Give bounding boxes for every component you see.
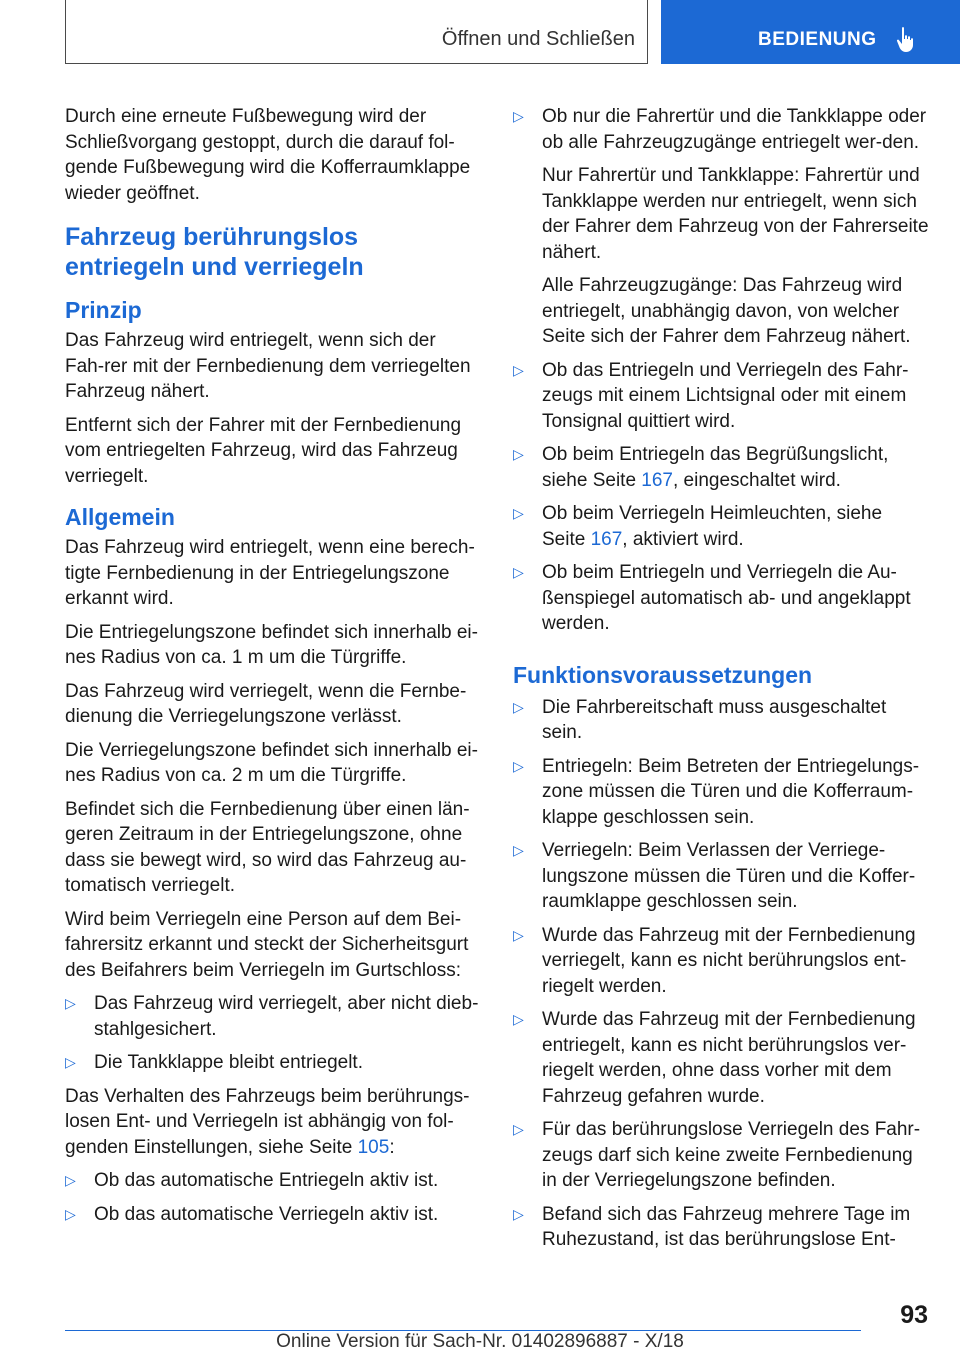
paragraph: Das Fahrzeug wird verriegelt, wenn die Fernbe-dienung die Verriegelungszone verlässt. [65, 680, 467, 727]
header-chapter-title: BEDIENUNG [758, 29, 877, 50]
paragraph: Die Verriegelungszone befindet sich innerhalb ei-nes Radius von ca. 2 m um die Türgriffe. [65, 739, 478, 786]
paragraph: Wird beim Verriegeln eine Person auf dem Bei-fahrersitz erkannt und steckt der Sicherheitsgurt des Beifahrers beim Verriegeln im Gurtschloss: [65, 908, 469, 981]
footer-text: Online Version für Sach-Nr. 01402896887 - X/18 [276, 1331, 684, 1352]
triangle-bullet-icon: ▷ [513, 1205, 524, 1222]
bullet-list [65, 1168, 479, 1227]
triangle-bullet-icon: ▷ [513, 926, 524, 943]
list-item: ▷ Befand sich das Fahrzeug mehrere Tage im Ruhezustand, ist das berührungslose Ent- [513, 1203, 911, 1250]
page-link[interactable]: 167 [590, 528, 623, 550]
list-item: ▷ Das Fahrzeug wird verriegelt, aber nicht dieb-stahlgesichert. [65, 993, 479, 1040]
triangle-bullet-icon: ▷ [65, 1054, 76, 1070]
page-number: 93 [900, 1301, 928, 1329]
triangle-bullet-icon: ▷ [513, 842, 524, 858]
list-item: ▷ Ob beim Entriegeln und Verriegeln die Au-ßenspiegel automatisch ab- und angeklappt werden. [513, 562, 911, 634]
list-item: ▷ Verriegeln: Beim Verlassen der Verriege-lungszone müssen die Türen und die Koffer-raumklappe geschlossen sein. [513, 840, 916, 912]
bullet-list [513, 695, 929, 1253]
list-item: ▷ Die Tankklappe bleibt entriegelt. [65, 1050, 479, 1076]
list-item: ▷ Entriegeln: Beim Betreten der Entriegelungs-zone müssen die Türen und die Kofferraum-klappe geschlossen sein. [513, 755, 920, 828]
list-item: ▷ Ob nur die Fahrertür und die Tankklappe oder ob alle Fahrzeugzugänge entriegelt wer-den. Nur Fahrertür und Tankklappe: Fahrertür und Tankklappe werden nur entriegelt, wenn sich der Fahrer dem Fahrzeug von der Fahrerseite nähert. Alle Fahrzeugzugänge: Das Fahrzeug wird entriegelt, unabhängig davon, von welcher Seite sich der Fahrer dem Fahrzeug nähert. [513, 106, 929, 347]
intro-paragraph: Durch eine erneute Fußbewegung wird der Schließvorgang gestoppt, durch die darauf fol-gende Fußbewegung wird die Kofferraumklappe wieder geöffnet. [65, 106, 471, 204]
paragraph: Die Entriegelungszone befindet sich innerhalb ei-nes Radius von ca. 1 m um die Türgriffe. [65, 621, 478, 668]
header-section-box [65, 0, 648, 64]
page-link[interactable]: 105 [357, 1136, 390, 1158]
triangle-bullet-icon: ▷ [65, 995, 76, 1011]
hand-pointer-icon [895, 26, 919, 54]
list-item: ▷ Ob das automatische Verriegeln aktiv ist. [65, 1202, 479, 1228]
paragraph: Befindet sich die Fernbedienung über einen län-geren Zeitraum in der Entriegelungszone, ohne dass sie bewegt wird, so wird das Fahrzeug au-tomatisch verriegelt. [65, 798, 470, 896]
paragraph: Das Fahrzeug wird entriegelt, wenn sich der Fah-rer mit der Fernbedienung dem verriegelten Fahrzeug nähert. [65, 330, 471, 402]
triangle-bullet-icon: ▷ [513, 361, 524, 378]
section-heading: Fahrzeug berührungslos entriegeln und verriegeln [65, 223, 364, 281]
triangle-bullet-icon: ▷ [513, 698, 524, 715]
triangle-bullet-icon: ▷ [513, 1011, 524, 1027]
subheading-allgemein: Allgemein [65, 504, 175, 530]
paragraph: Das Verhalten des Fahrzeugs beim berührungs-losen Ent‐ und Verriegeln ist abhängig von fol-genden Einstellungen, siehe Seite 105: [65, 1085, 470, 1158]
list-item: ▷ Wurde das Fahrzeug mit der Fernbedienung entriegelt, kann es nicht berührungslos ver-riegelt werden, ohne dass vorher mit dem Fahrzeug gefahren wurde. [513, 1009, 916, 1107]
triangle-bullet-icon: ▷ [513, 1121, 524, 1137]
triangle-bullet-icon: ▷ [513, 757, 524, 774]
list-item: ▷ Ob das Entriegeln und Verriegeln des Fahr-zeugs mit einem Lichtsignal oder mit einem Tonsignal quittiert wird. [513, 359, 909, 432]
paragraph: Entfernt sich der Fahrer mit der Fernbedienung vom entriegelten Fahrzeug, wird das Fahrzeug verriegelt. [65, 414, 462, 487]
triangle-bullet-icon: ▷ [513, 108, 524, 124]
list-item: ▷ Ob das automatische Entriegeln aktiv ist. [65, 1168, 479, 1194]
list-item: ▷ Ob beim Verriegeln Heimleuchten, siehe Seite 167, aktiviert wird. [513, 503, 883, 550]
bullet-list [65, 991, 479, 1076]
left-column [65, 104, 479, 1235]
subheading-prinzip: Prinzip [65, 297, 142, 323]
triangle-bullet-icon: ▷ [65, 1172, 76, 1188]
list-item: ▷ Für das berührungslose Verriegeln des Fahr-zeugs darf sich keine zweite Fernbedienung in der Verriegelungszone befinden. [513, 1119, 921, 1191]
right-column [513, 104, 929, 1261]
page-link[interactable]: 167 [641, 469, 673, 491]
paragraph: Das Fahrzeug wird entriegelt, wenn eine berech-tigte Fernbedienung in der Entriegelungszone erkannt wird. [65, 537, 475, 609]
list-item: ▷ Die Fahrbereitschaft muss ausgeschaltet sein. [513, 696, 887, 743]
triangle-bullet-icon: ▷ [513, 505, 524, 521]
list-item: ▷ Ob beim Entriegeln das Begrüßungslicht, siehe Seite 167, eingeschaltet wird. [513, 444, 889, 491]
triangle-bullet-icon: ▷ [65, 1205, 76, 1222]
bullet-list [513, 104, 929, 637]
list-item: ▷ Wurde das Fahrzeug mit der Fernbedienung verriegelt, kann es nicht berührungslos ent-riegelt werden. [513, 924, 916, 997]
subheading-funktionsvoraussetzungen: Funktionsvoraussetzungen [513, 661, 813, 688]
triangle-bullet-icon: ▷ [513, 446, 524, 462]
header-chapter-box [661, 0, 960, 64]
header-section-title: Öffnen und Schließen [441, 28, 635, 50]
triangle-bullet-icon: ▷ [513, 564, 524, 580]
